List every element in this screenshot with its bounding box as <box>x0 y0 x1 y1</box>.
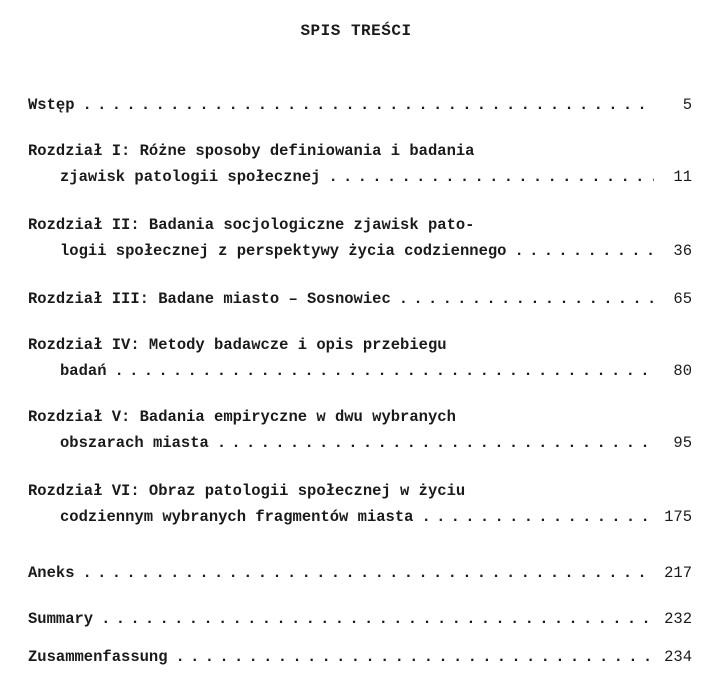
toc-entry-title: Rozdział III: Badane miasto – Sosnowiec <box>28 290 391 308</box>
toc-entry-appendix <box>28 560 692 586</box>
dot-leader <box>514 238 654 264</box>
toc-entry-title-continued: badań <box>60 362 107 380</box>
dot-leader <box>399 286 654 312</box>
toc-page-number: 5 <box>682 96 692 114</box>
toc-entry-chapter-1 <box>28 138 692 190</box>
toc-page-number: 175 <box>664 508 692 526</box>
toc-entry-title: Wstęp <box>28 96 75 114</box>
toc-page-number: 95 <box>673 434 692 452</box>
dot-leader <box>115 358 654 384</box>
dot-leader <box>176 644 654 670</box>
toc-page-number: 65 <box>673 290 692 308</box>
toc-page-number: 234 <box>664 648 692 666</box>
toc-page-number: 80 <box>673 362 692 380</box>
toc-entry-title: Rozdział VI: Obraz patologii społecznej w życiu <box>28 482 466 500</box>
dot-leader <box>328 164 654 190</box>
toc-entry-title-continued: zjawisk patologii społecznej <box>60 168 321 186</box>
toc-entry-chapter-4 <box>28 332 692 384</box>
toc-entry-title-continued: obszarach miasta <box>60 434 209 452</box>
toc-entry-title-continued: logii społecznej z perspektywy życia codziennego <box>60 242 507 260</box>
dot-leader <box>217 430 654 456</box>
dot-leader <box>83 560 654 586</box>
toc-entry-chapter-2 <box>28 212 692 264</box>
toc-page-number: 217 <box>664 564 692 582</box>
dot-leader <box>83 92 654 118</box>
toc-entry-title: Rozdział II: Badania socjologiczne zjawisk pato- <box>28 216 475 234</box>
toc-entry-introduction <box>28 92 692 118</box>
toc-entry-title: Rozdział IV: Metody badawcze i opis przebiegu <box>28 336 447 354</box>
toc-page-number: 232 <box>664 610 692 628</box>
toc-entry-title: Rozdział I: Różne sposoby definiowania i badania <box>28 142 475 160</box>
dot-leader <box>421 504 654 530</box>
toc-entry-chapter-3 <box>28 286 692 312</box>
toc-entry-title: Summary <box>28 610 94 628</box>
toc-entry-title: Rozdział V: Badania empiryczne w dwu wybranych <box>28 408 456 426</box>
toc-entry-summary <box>28 606 692 632</box>
page-title: SPIS TREŚCI <box>300 22 412 40</box>
toc-page-number: 36 <box>673 242 692 260</box>
toc-entry-title: Zusammenfassung <box>28 648 168 666</box>
toc-entry-chapter-6 <box>28 478 692 530</box>
toc-page-number: 11 <box>673 168 692 186</box>
toc-entry-zusammenfassung <box>28 644 692 670</box>
toc-entry-chapter-5 <box>28 404 692 456</box>
toc-entry-title-continued: codziennym wybranych fragmentów miasta <box>60 508 414 526</box>
toc-entry-title: Aneks <box>28 564 75 582</box>
dot-leader <box>101 606 654 632</box>
